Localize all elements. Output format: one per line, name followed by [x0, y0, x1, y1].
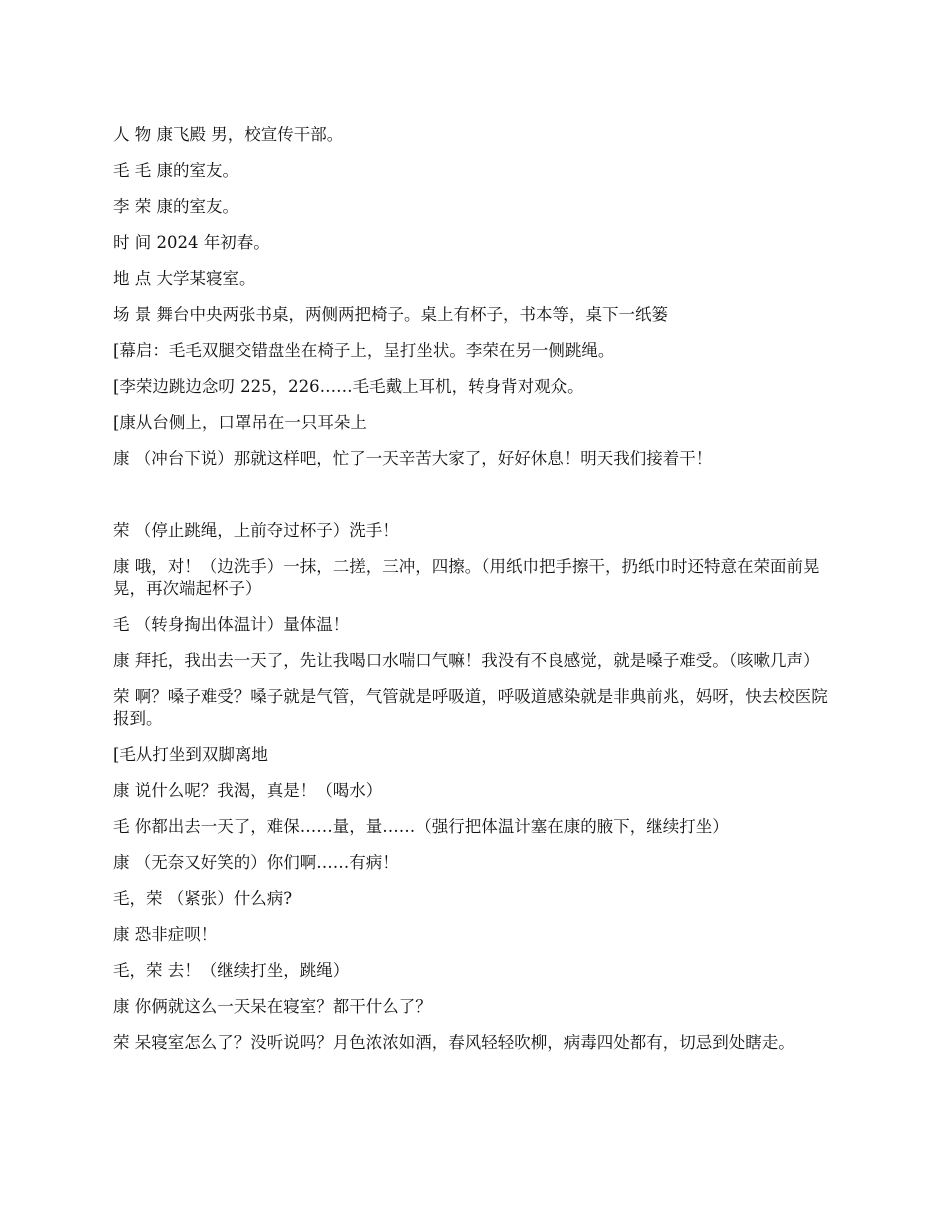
dialogue-line: 毛，荣 （紧张）什么病? — [113, 889, 293, 908]
dialogue-line: 荣 呆寝室怎么了？没听说吗？月色浓浓如酒，春风轻轻吹柳，病毒四处都有，切忌到处瞎走。 — [113, 1033, 795, 1052]
dialogue-line: 毛 你都出去一天了，难保……量，量……（强行把体温计塞在康的腋下，继续打坐） — [113, 817, 729, 836]
dialogue-line: 康 哦，对！（边洗手）一抹，二搓，三冲，四擦。（用纸巾把手擦干，扔纸巾时还特意在荣面前晃晃，再次端起杯子） — [113, 557, 820, 598]
stage-direction: [毛从打坐到双脚离地 — [113, 745, 268, 764]
dialogue-line: 康 说什么呢？我渴，真是！（喝水） — [113, 781, 383, 800]
dialogue-line: 毛，荣 去！（继续打坐，跳绳） — [113, 961, 350, 980]
time-line: 时 间 2024 年初春。 — [113, 233, 270, 252]
dialogue-line: 毛 （转身掏出体温计）量体温！ — [113, 615, 350, 634]
place-line: 地 点 大学某寝室。 — [113, 269, 256, 288]
character-line-li: 李 荣 康的室友。 — [113, 197, 239, 216]
dialogue-line: 康 （冲台下说）那就这样吧，忙了一天辛苦大家了，好好休息！明天我们接着干！ — [113, 449, 713, 468]
dialogue-line: 荣 （停止跳绳，上前夺过杯子）洗手！ — [113, 521, 399, 540]
scene-line: 场 景 舞台中央两张书桌，两侧两把椅子。桌上有杯子，书本等，桌下一纸篓 — [113, 305, 668, 324]
dialogue-line: 康 你俩就这么一天呆在寝室？都干什么了？ — [113, 997, 432, 1016]
stage-direction: [幕启：毛毛双腿交错盘坐在椅子上，呈打坐状。李荣在另一侧跳绳。 — [113, 341, 615, 360]
character-line-mao: 毛 毛 康的室友。 — [113, 161, 239, 180]
dialogue-line: 荣 啊？嗓子难受？嗓子就是气管，气管就是呼吸道，呼吸道感染就是非典前兆，妈呀，快去校医院报到。 — [113, 687, 828, 728]
dialogue-line: 康 （无奈又好笑的）你们啊……有病！ — [113, 853, 399, 872]
dialogue-line: 康 拜托，我出去一天了，先让我喝口水喘口气嘛！我没有不良感觉，就是嗓子难受。（咳嗽几声） — [113, 651, 820, 670]
stage-direction: [李荣边跳边念叨 225，226……毛毛戴上耳机，转身背对观众。 — [113, 377, 584, 396]
character-line-kang: 人 物 康飞殿 男，校宣传干部。 — [113, 125, 344, 144]
script-body — [113, 124, 829, 1068]
dialogue-line: 康 恐非症呗！ — [113, 925, 218, 944]
stage-direction: [康从台侧上，口罩吊在一只耳朵上 — [113, 413, 367, 432]
